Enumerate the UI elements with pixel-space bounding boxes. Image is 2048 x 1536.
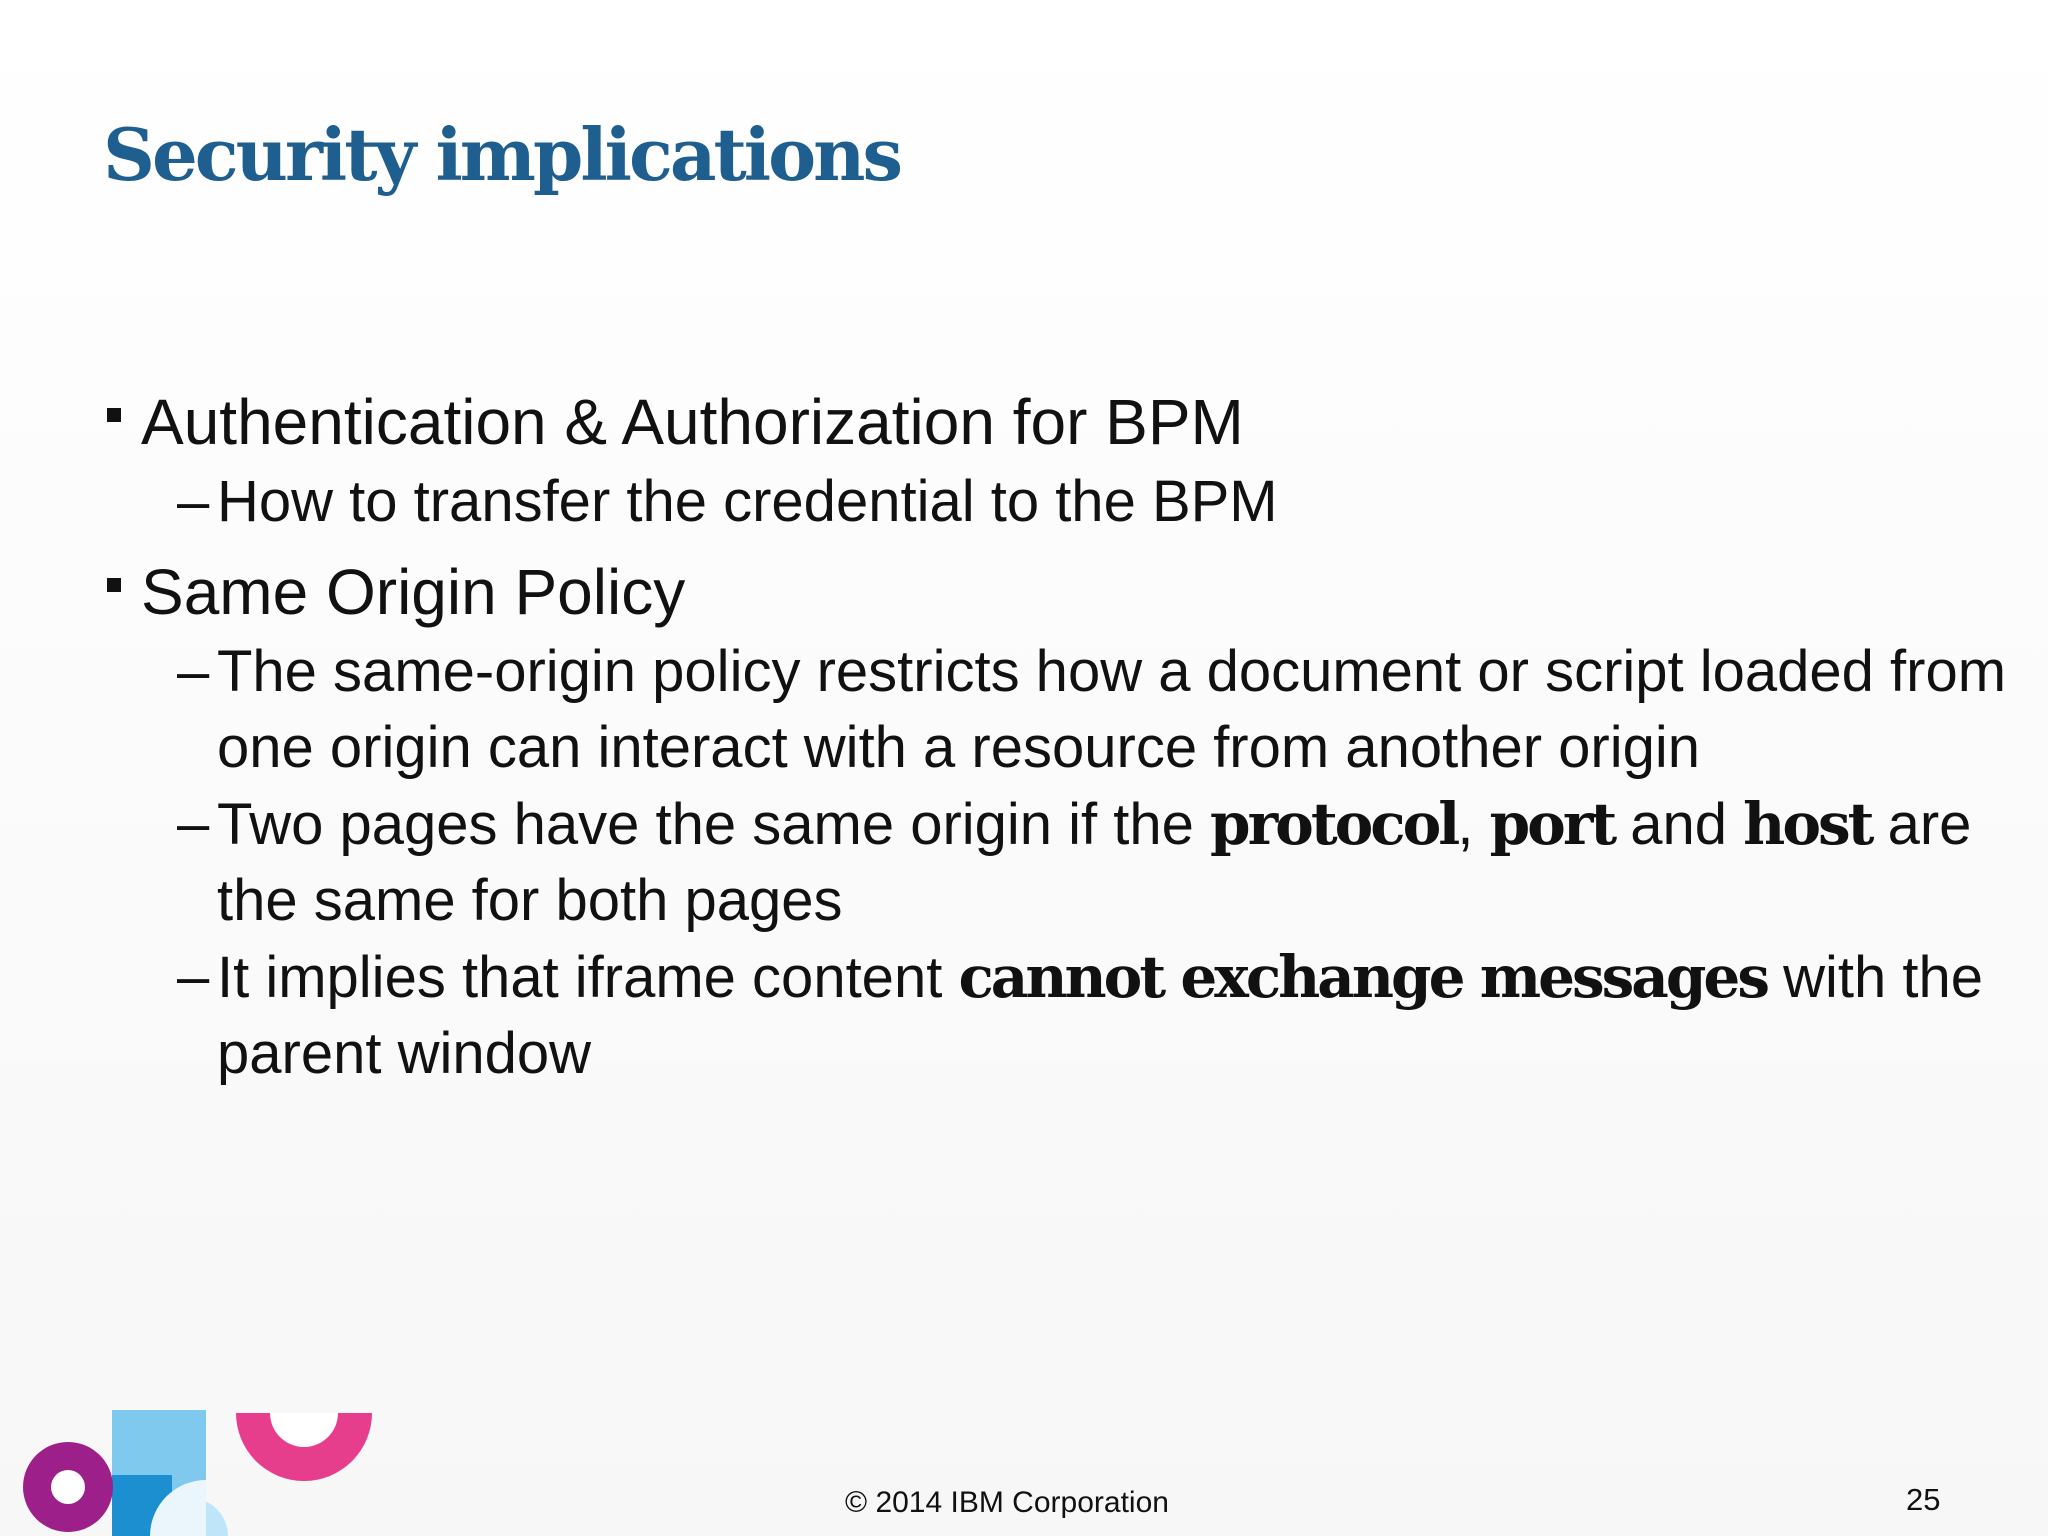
sub-bullet-same-origin-condition [105,786,2047,939]
square-bullet-icon [107,408,121,422]
dash-marker: – [177,639,210,704]
sub-bullet-policy-definition [105,634,2047,786]
text-segment: It implies that iframe content [217,945,959,1010]
sub-bullet-text: The same-origin policy restricts how a document or script loaded from one origin can interact with a resource from another origin [217,639,2007,780]
slide-body [105,370,2005,1092]
bullet-text: Authentication & Authorization for BPM [141,386,1244,458]
decorative-logo-graphic [0,1405,400,1536]
text-segment: , [1457,792,1490,857]
text-segment: are the same for both pages [217,792,1972,933]
bullet-same-origin-policy [105,550,2005,634]
sub-bullet-iframe-implication [105,939,2047,1092]
sub-bullet-transfer-credential [105,464,2047,540]
dash-marker: – [177,944,210,1009]
dash-marker: – [177,791,210,856]
bullet-authentication [105,380,2005,464]
emphasis-protocol: protocol [1210,790,1458,858]
page-number: 25 [1906,1482,1941,1517]
text-segment: Two pages have the same origin if the [217,792,1211,857]
square-bullet-icon [107,578,121,592]
slide-title: Security implications [103,112,901,197]
footer-copyright: © 2014 IBM Corporation [845,1486,1169,1519]
text-segment: and [1614,792,1744,857]
logo-purple-ring-hole [51,1470,85,1504]
emphasis-host: host [1743,790,1872,858]
text-segment: with the parent window [217,945,1983,1086]
emphasis-cannot-exchange-messages: cannot exchange messages [958,943,1767,1011]
bullet-text: Same Origin Policy [141,556,686,628]
emphasis-port: port [1489,790,1615,858]
sub-bullet-text: How to transfer the credential to the BPM [217,469,1278,534]
dash-marker: – [177,469,210,534]
